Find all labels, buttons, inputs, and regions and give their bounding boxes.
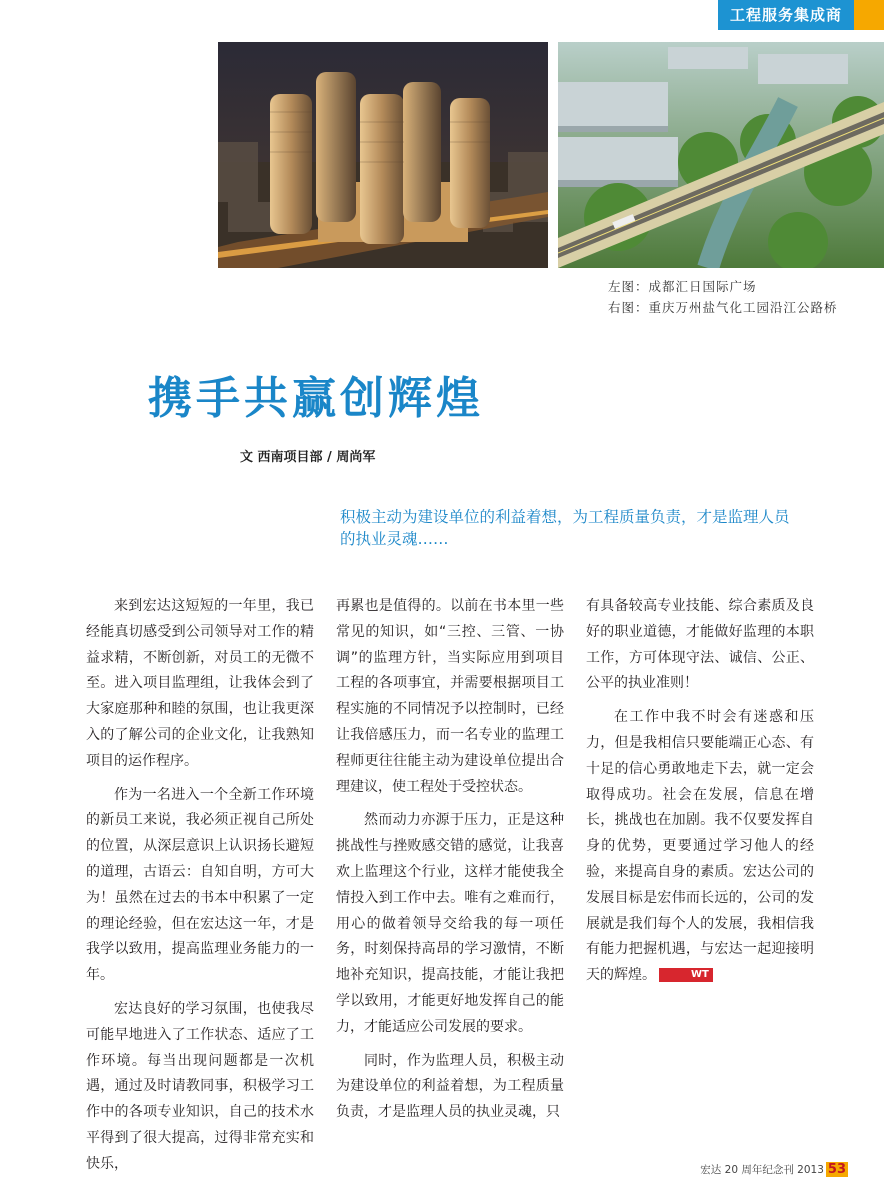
article-column-2	[336, 594, 564, 1126]
paragraph: 有具备较高专业技能、综合素质及良好的职业道德，才能做好监理的本职工作，方可体现守法、诚信、公正、公平的执业准则！	[586, 598, 814, 692]
paragraph-final	[586, 705, 814, 989]
article-lead: 积极主动为建设单位的利益着想，为工程质量负责，才是监理人员的执业灵魂……	[340, 508, 790, 548]
section-label: 工程服务集成商	[718, 0, 854, 30]
paragraph: 再累也是值得的。以前在书本里一些常见的知识，如“三控、三管、一协调”的监理方针，当实际应用到项目工程的各项事宜，并需要根据项目工程实施的不同情况予以控制时，已经让我倍感压力，而一名专业的监理工程师更往往能主动为建设单位提出合理建议，使工程处于受控状态。	[336, 598, 564, 795]
page-number: 53	[827, 1162, 846, 1177]
article-byline: 文 西南项目部 / 周尚军	[240, 450, 376, 465]
paragraph: 同时，作为监理人员，积极主动为建设单位的利益着想，为工程质量负责，才是监理人员的执业灵魂，只	[336, 1052, 564, 1121]
section-accent-bar	[854, 0, 884, 30]
paragraph: 作为一名进入一个全新工作环境的新员工来说，我必须正视自己所处的位置，从深层意识上认识扬长避短的道理，古语云：自知自明，方可大为！虽然在过去的书本中积累了一定的理论经验，但在宏达这一年，才是我学以致用，提高监理业务能力的一年。	[86, 786, 314, 984]
article-column-3	[586, 594, 814, 989]
page-footer	[700, 1162, 848, 1177]
publication-name: 宏达 20 周年纪念刊 2013	[700, 1164, 824, 1176]
paragraph-text: 在工作中我不时会有迷惑和压力，但是我相信只要能端正心态、有十足的信心勇敢地走下去，就一定会取得成功。社会在发展，信息在增长，挑战也在加剧。我不仅要发挥自身的优势，更要通过学习他人的经验，来提高自身的素质。宏达公司的发展目标是宏伟而长远的，公司的发展就是我们每个人的发展，我相信我有能力把握机遇，与宏达一起迎接明天的辉煌。	[586, 709, 814, 984]
paragraph: 然而动力亦源于压力，正是这种挑战性与挫败感交错的感觉，让我喜欢上监理这个行业，这样才能使我全情投入到工作中去。唯有之难而行，用心的做着领导交给我的每一项任务，时刻保持高昂的学习激情，不断地补充知识，提高技能，才能让我把学以致用，才能更好地发挥自己的能力，才能适应公司发展的要求。	[336, 812, 564, 1035]
caption-left-photo: 左图：成都汇日国际广场	[608, 279, 757, 294]
article-title: 携手共赢创辉煌	[148, 373, 484, 424]
photo-chengdu-plaza	[218, 42, 548, 268]
paragraph: 宏达良好的学习氛围，也使我尽可能早地进入了工作状态、适应了工作环境。每当出现问题都是一次机遇，通过及时请教同事，积极学习工作中的各项专业知识，自己的技术水平得到了很大提高，过得非常充实和快乐，	[86, 1000, 314, 1172]
caption-right-photo: 右图：重庆万州盐气化工园沿江公路桥	[608, 300, 838, 315]
article-column-1	[86, 594, 314, 1178]
paragraph: 来到宏达这短短的一年里，我已经能真切感受到公司领导对工作的精益求精，不断创新，对员工的无微不至。进入项目监理组，让我体会到了大家庭那种和睦的氛围，也让我更深入的了解公司的企业文化，让我熟知项目的运作程序。	[86, 598, 314, 769]
photo-wanzhou-bridge	[558, 42, 884, 268]
end-mark: WT	[659, 968, 713, 982]
